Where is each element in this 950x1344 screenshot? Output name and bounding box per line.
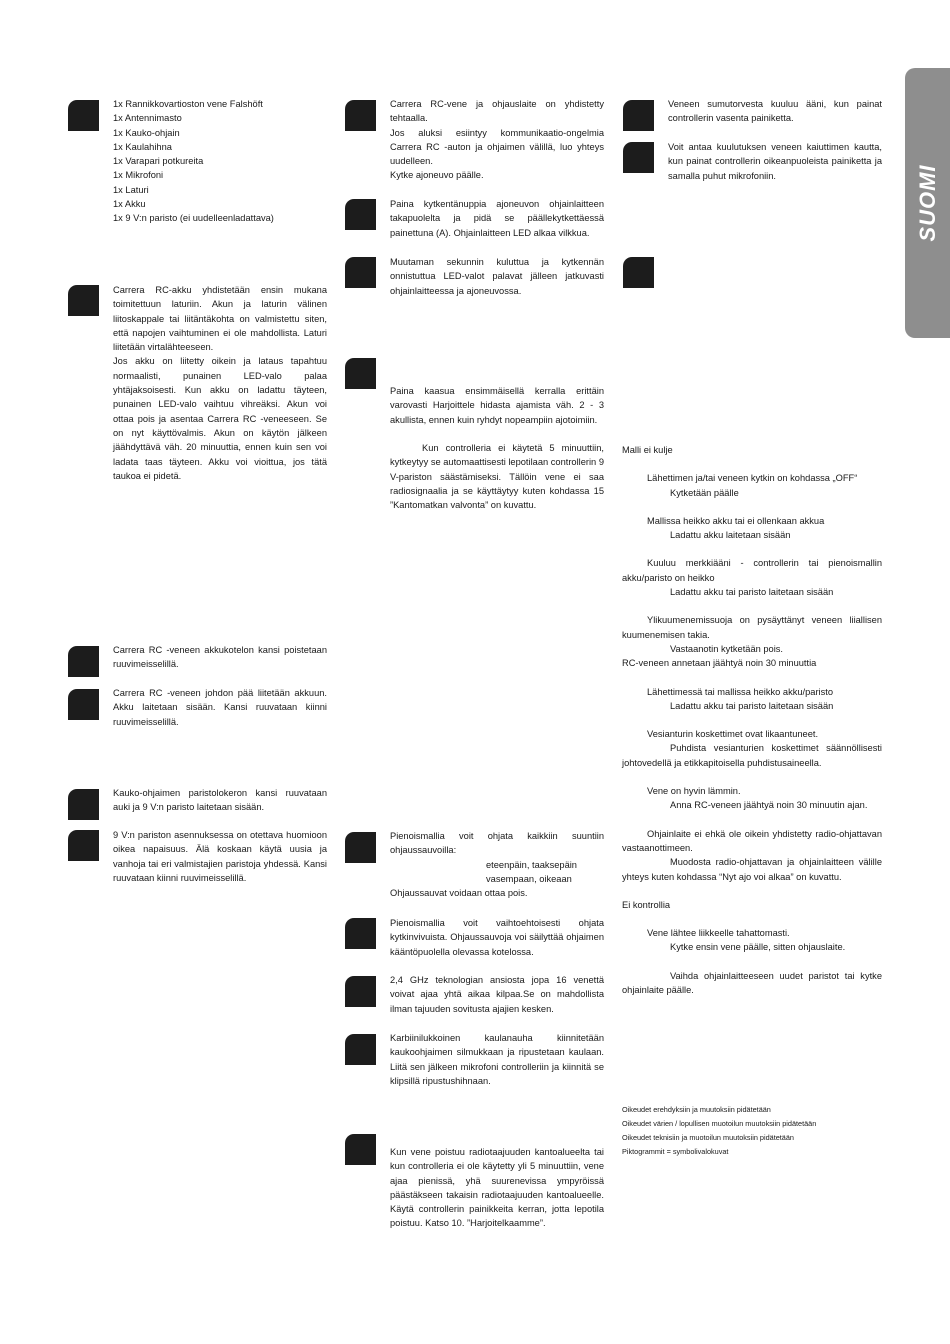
paragraph: Kun controlleria ei käytetä 5 minuuttiin, kytkeytyy se automaattisesti lepotilaan controllerin 9 V-pariston säästämiseksi. Tällöin vene ei saa radiosignaalia ja se käyttäytyy kuten kohdassa 15 ”Kantomatkan valvonta” on kuvattu.: [390, 443, 604, 511]
paragraph: 2,4 GHz teknologian ansiosta jopa 16 venettä voivat ajaa yhtä aikaa kilpaa.Se on mahdollista ilman tajuuden sovitusta ajajien kesken.: [390, 975, 604, 1014]
paragraph: Carrera RC-akku yhdistetään ensin mukana toimitettuun laturiin. Akun ja laturin välinen liitoskappale tai liitäntäkohta on valmistettu siten, että napojen vaihtuminen ei ole mahdollista. Laturi liitetään virtalähteeseen.: [113, 285, 327, 353]
step-marker: [68, 646, 99, 677]
step-marker: [68, 789, 99, 820]
troubleshooting-section: [622, 443, 882, 997]
list-item: 1x Rannikkovartioston vene Falshöft: [113, 99, 263, 109]
paragraph: eteenpäin, taaksepäin: [486, 859, 577, 870]
paragraph: Carrera RC-vene ja ohjauslaite on yhdistetty tehtaalla.: [390, 99, 604, 124]
step-marker: [623, 142, 654, 173]
solution: Puhdista vesianturien koskettimet säännöllisesti johtovedellä ja etikkapitoisella puhdistusaineella.: [622, 743, 882, 768]
paragraph: Jos akku on liitetty oikein ja lataus tapahtuu normaalisti, punainen LED-valo palaa yhtäjaksoisesti. Kun akku on ladattu täyteen, punainen LED-valo vaihtuu vihreäksi. Akun voi ottaa pois ja asentaa Carrera RC -veneeseen. Se on nyt käyttövalmis. Akun on käytön jälkeen jäähdyttävä väh. 20 minuuttia, ennen kuin sen voi ladata taas täyteen. Akku voi vioittua, jos tätä taukoa ei pidetä.: [113, 356, 327, 481]
list-item: 1x Varapari potkureita: [113, 156, 204, 167]
step-marker: [345, 976, 376, 1007]
rights-line: Oikeudet värien / lopullisen muotoilun muutoksiin pidätetään: [622, 1119, 817, 1128]
rights-notice: [622, 1103, 882, 1159]
rights-line: Oikeudet teknisiin ja muotoilun muutoksiin pidätetään: [622, 1133, 794, 1142]
cause: Ylikuumenemissuoja on pysäyttänyt veneen liiallisen kuumenemisen takia.: [622, 615, 882, 640]
cause: Mallissa heikko akku tai ei ollenkaan akkua: [647, 515, 825, 526]
paragraph: Carrera RC -veneen johdon pää liitetään akkuun. Akku laitetaan sisään. Kansi ruuvataan kiinni ruuvimeisselillä.: [113, 688, 327, 727]
paragraph: Pienoismallia voit ohjata kaikkiin suuntiin ohjaussauvoilla:: [390, 831, 604, 856]
solution: Kytketään päälle: [670, 487, 739, 498]
rights-line: Piktogrammit = symbolivalokuvat: [622, 1147, 729, 1156]
list-item: 1x Laturi: [113, 184, 149, 195]
connected-text: [390, 97, 604, 183]
paragraph: Jos aluksi esiintyy kommunikaatio-ongelmia Carrera RC -auton ja ohjaimen välillä, luo yhteys uudelleen.: [390, 127, 604, 167]
paragraph: Karbiinilukkoinen kaulanauha kiinnitetään kaukoohjaimen silmukkaan ja ripustetaan kaulaan. Liitä sen jälkeen mikrofoni controlleriin ja kiinnitä se klipsillä ripustushihnaan.: [390, 1033, 604, 1086]
battery-insert-text: [113, 686, 327, 729]
range-text: [390, 1145, 604, 1231]
step-marker: [68, 689, 99, 720]
paragraph: Ohjaussauvat voidaan ottaa pois.: [390, 888, 528, 899]
language-tab-label: SUOMI: [914, 164, 940, 242]
step-marker: [623, 257, 654, 288]
step-marker: [345, 199, 376, 230]
solution: Vaihda ohjainlaitteeseen uudet paristot tai kytke ohjainlaite päälle.: [622, 970, 882, 996]
paragraph: Carrera RC -veneen akkukotelon kansi poistetaan ruuvimeisselillä.: [113, 645, 327, 670]
solution: Ladattu akku laitetaan sisään: [670, 530, 791, 541]
list-item: 1x 9 V:n paristo (ei uudelleenladattava): [113, 213, 274, 224]
throttle-text: [390, 384, 604, 427]
cause: Vesianturin koskettimet ovat likaantuneet.: [647, 729, 819, 740]
list-item: 1x Antennimasto: [113, 113, 182, 124]
list-item: 1x Kauko-ohjain: [113, 127, 180, 138]
cause: Kuuluu merkkiääni - controllerin tai pienoismallin akku/paristo on heikko: [622, 558, 882, 583]
step-marker: [345, 358, 376, 389]
solution: RC-veneen annetaan jäähtyä noin 30 minuuttia: [622, 658, 817, 669]
step-marker: [345, 1134, 376, 1165]
language-tab: [905, 68, 950, 338]
pairing-text: [390, 197, 604, 240]
paragraph: Voit antaa kuulutuksen veneen kaiuttimen kautta, kun painat controllerin oikeanpuoleista painiketta ja samalla puhut mikrofoniin.: [668, 142, 882, 181]
step-marker: [345, 100, 376, 131]
step-marker: [623, 100, 654, 131]
step-marker: [68, 285, 99, 316]
paragraph: vasempaan, oikeaan: [486, 873, 572, 884]
paragraph: Paina kaasua ensimmäisellä kerralla erittäin varovasti Harjoittele hidasta ajamista väh. 2 - 3 akullista, ennen kuin ryhdyt nopeampiin ajotoimiin.: [390, 386, 604, 425]
steering-text: [390, 829, 604, 900]
switches-text: [390, 916, 604, 959]
step-marker: [345, 832, 376, 863]
solution: Vastaanotin kytketään pois.: [670, 643, 784, 654]
step-marker: [68, 830, 99, 861]
cause: Ohjainlaite ei ehkä ole oikein yhdistetty radio-ohjattavan vastaanottimeen.: [622, 828, 882, 853]
paragraph: 9 V:n pariston asennuksessa on otettava huomioon oikea napaisuus. Älä koskaan käytä uusia ja vanhoja tai eri valmistajien paristoja yhdessä. Kansi ruuvataan kiinni ruuvimeisselillä.: [113, 830, 327, 883]
paragraph: Kauko-ohjaimen paristolokeron kansi ruuvataan auki ja 9 V:n paristo laitetaan sisään.: [113, 788, 327, 813]
charging-text: [113, 283, 327, 483]
list-item: 1x Kaulahihna: [113, 141, 172, 152]
battery-cover-text: [113, 643, 327, 672]
step-marker: [345, 1034, 376, 1065]
solution: Muodosta radio-ohjattavan ja ohjainlaitteen välille yhteys kuten kohdassa “Nyt ajo voi alkaa” on kuvattu.: [622, 857, 882, 882]
paragraph: Veneen sumutorvesta kuuluu ääni, kun painat controllerin vasenta painiketta.: [668, 99, 882, 124]
remote-cover-text: [113, 786, 327, 815]
lanyard-text: [390, 1031, 604, 1088]
solution: Ladattu akku tai paristo laitetaan sisään: [670, 700, 834, 711]
sleep-text: [390, 441, 604, 512]
rights-line: Oikeudet erehdyksiin ja muutoksiin pidätetään: [622, 1105, 771, 1114]
ghz-text: [390, 973, 604, 1016]
cause: Vene lähtee liikkeelle tahattomasti.: [647, 928, 790, 939]
paragraph: Paina kytkentänuppia ajoneuvon ohjainlaitteen takapuolelta ja pidä se päällekytkettäessä painettuna (A). Ohjainlaitteen LED alkaa vilkkua.: [390, 199, 604, 238]
contents-list: [113, 97, 333, 226]
step-marker: [345, 257, 376, 288]
solution: Kytke ensin vene päälle, sitten ohjauslaite.: [670, 942, 846, 953]
step-marker: [68, 100, 99, 131]
solution: Anna RC-veneen jäähtyä noin 30 minuutin ajan.: [670, 800, 868, 811]
step-marker: [345, 918, 376, 949]
section-heading: Ei kontrollia: [622, 899, 671, 910]
section-heading: Malli ei kulje: [622, 445, 673, 455]
paragraph: Kytke ajoneuvo päälle.: [390, 170, 484, 181]
speaker-text: [668, 140, 882, 183]
horn-text: [668, 97, 882, 126]
cause: Vene on hyvin lämmin.: [647, 786, 741, 797]
list-item: 1x Mikrofoni: [113, 170, 164, 181]
polarity-text: [113, 828, 327, 885]
leds-text: [390, 255, 604, 298]
cause: Lähettimessä tai mallissa heikko akku/paristo: [647, 686, 834, 697]
paragraph: Kun vene poistuu radiotaajuuden kantoalueelta tai kun controlleria ei ole käytetty yli 5 minuuttiin, vene ajaa pienissä, yhä suurenevissa ympyröissä päästäkseen takaisin radiotaajuuden kantoalueelle. Käytä controllerin painikkeita kerran, jotta lepotila poistuu. Katso 10. ”Harjoitelkaamme”.: [390, 1147, 604, 1229]
paragraph: Muutaman sekunnin kuluttua ja kytkennän onnistuttua LED-valot palavat jälleen jatkuvasti ohjainlaitteessa ja ajoneuvossa.: [390, 257, 604, 296]
cause: Lähettimen ja/tai veneen kytkin on kohdassa „OFF“: [647, 473, 858, 484]
solution: Ladattu akku tai paristo laitetaan sisään: [670, 587, 834, 598]
list-item: 1x Akku: [113, 199, 146, 210]
paragraph: Pienoismallia voit vaihtoehtoisesti ohjata kytkinvivuista. Ohjaussauvoja voi säilyttää ohjaimen kääntöpuolella olevassa kotelossa.: [390, 918, 604, 957]
